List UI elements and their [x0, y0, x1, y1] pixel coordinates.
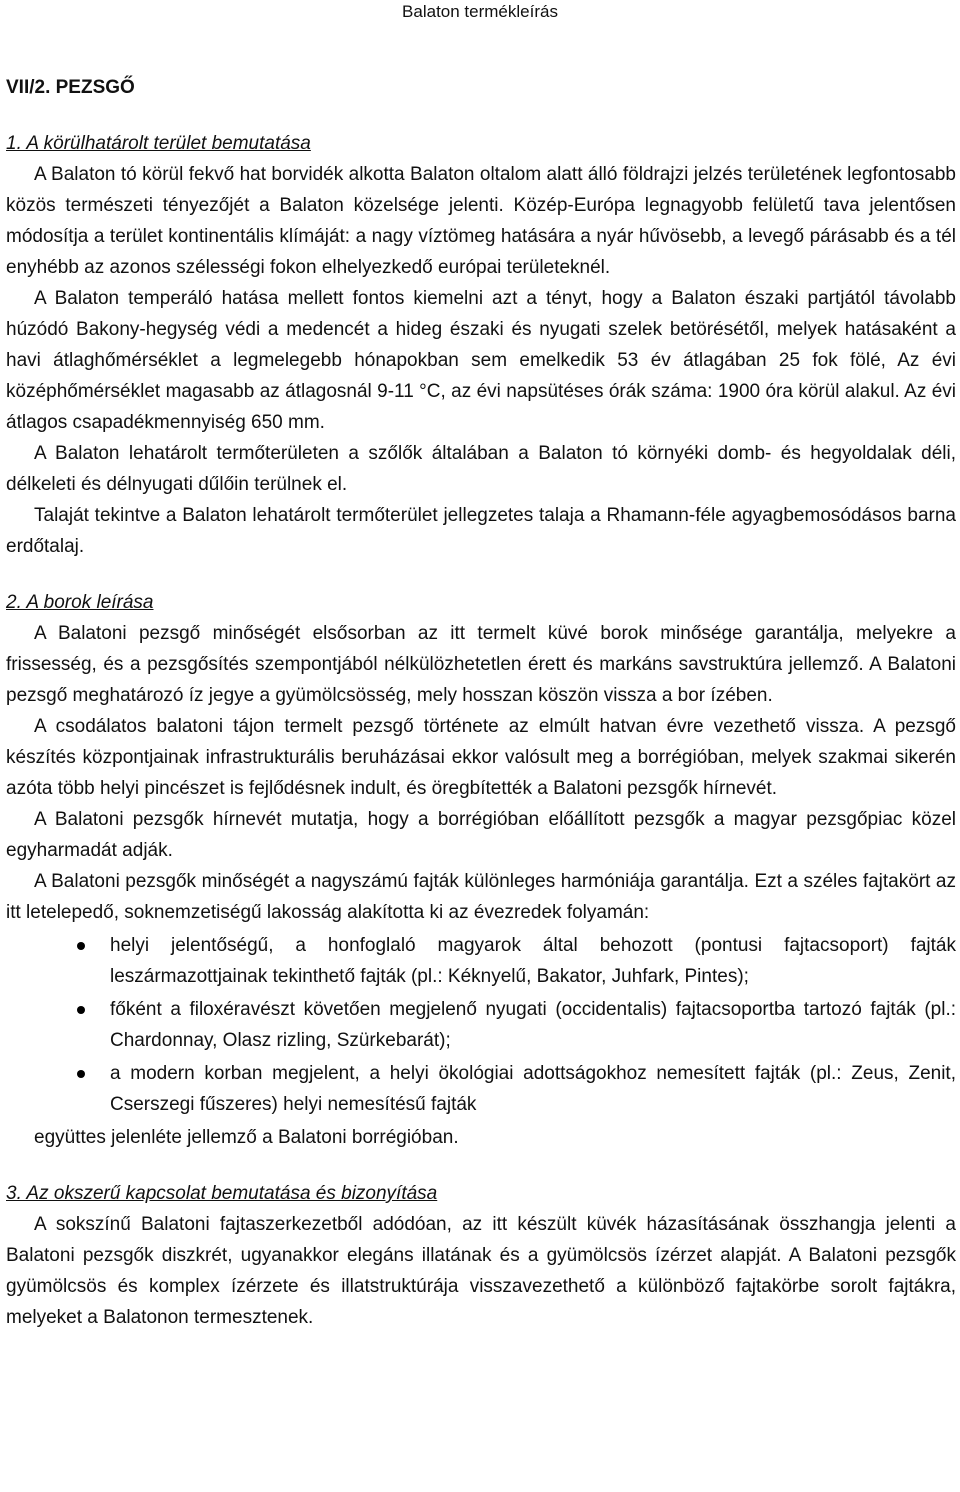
section-2-paragraph: A csodálatos balatoni tájon termelt pezsgő története az elmúlt hatvan évre vezethető vissza. A pezsgő készítés központjainak infrastrukturális beruházásai ekkor valósult meg a borrégióban, melyek szakmai sikerén azóta több helyi pincészet is fejlődésnek indult, és öregbítették a Balatoni pezsgők hírnevét.: [6, 716, 956, 799]
section-1-paragraph: A Balaton temperáló hatása mellett fontos kiemelni azt a tényt, hogy a Balaton északi partjától távolabb húzódó Bakony-hegység védi a medencét a hideg északi és nyugati szelek betörésétől, melyek hatásaként a havi átlaghőmérséklet a legmelegebb hónapokban sem emelkedik 53 év átlagában 25 fok fölé, Az évi középhőmérséklet magasabb az átlagosnál 9-11 °C, az évi napsütéses órák száma: 1900 óra körül alakul. Az évi átlagos csapadékmennyiség 650 mm.: [6, 288, 956, 433]
section-1-heading: 1. A körülhatárolt terület bemutatása: [6, 133, 311, 154]
list-item: [110, 1058, 956, 1120]
list-item: [110, 994, 956, 1056]
bullet-icon: [77, 1070, 85, 1078]
section-3-paragraph: A sokszínű Balatoni fajtaszerkezetből adódóan, az itt készült küvék házasításának összhangja jelenti a Balatoni pezsgők diszkrét, ugyanakkor elegáns illatának és a gyümölcsös ízérzet alapját. A Balatoni pezsgők gyümölcsös és komplex ízérzete és illatstruktúrája visszavezethető a különböző fajtakörbe sorolt fajtákra, melyeket a Balatonon termesztenek.: [6, 1214, 956, 1328]
document-title: VII/2. PEZSGŐ: [6, 77, 135, 98]
document-body: [6, 72, 956, 1333]
list-item: [110, 930, 956, 992]
section-2-paragraph: A Balatoni pezsgők minőségét a nagyszámú fajták különleges harmóniája garantálja. Ezt a széles fajtakört az itt letelepedő, soknemzetiségű lakosság alakította ki az évezredek folyamán:: [6, 871, 956, 923]
bullet-icon: [77, 1006, 85, 1014]
section-3-heading: 3. Az okszerű kapcsolat bemutatása és bizonyítása: [6, 1183, 438, 1204]
section-2-paragraph: A Balatoni pezsgők hírnevét mutatja, hogy a borrégióban előállított pezsgők a magyar pezsgőpiac közel egyharmadát adják.: [6, 809, 956, 861]
list-item-text: helyi jelentőségű, a honfoglaló magyarok által behozott (pontusi fajtacsoport) fajták leszármazottjainak tekinthető fajták (pl.: Kéknyelű, Bakator, Juhfark, Pintes);: [110, 935, 956, 987]
section-2-paragraph: A Balatoni pezsgő minőségét elsősorban az itt termelt küvé borok minősége garantálja, melyekre a frissesség, és a pezsgősítés szempontjából nélkülözhetetlen érett és markáns savstruktúra jellemző. A Balatoni pezsgő meghatározó íz jegye a gyümölcsösség, mely hosszan köszön vissza a bor ízében.: [6, 623, 956, 706]
list-item-text: a modern korban megjelent, a helyi ökológiai adottságokhoz nemesített fajták (pl.: Zeus, Zenit, Cserszegi fűszeres) helyi nemesítésű fajták: [110, 1063, 956, 1115]
section-1-paragraph: Talaját tekintve a Balaton lehatárolt termőterület jellegzetes talaja a Rhamann-féle agyagbemosódásos barna erdőtalaj.: [6, 505, 956, 557]
section-1-paragraph: A Balaton lehatárolt termőterületen a szőlők általában a Balaton tó környéki domb- és hegyoldalak déli, délkeleti és délnyugati dűlőin terülnek el.: [6, 443, 956, 495]
section-2-closing: együttes jelenléte jellemző a Balatoni borrégióban.: [34, 1127, 459, 1148]
list-item-text: főként a filoxéravészt követően megjelenő nyugati (occidentalis) fajtacsoportba tartozó fajták (pl.: Chardonnay, Olasz rizling, Szürkebarát);: [110, 999, 956, 1051]
section-1-paragraph: A Balaton tó körül fekvő hat borvidék alkotta Balaton oltalom alatt álló földrajzi jelzés területének legfontosabb közös természeti tényezőjét a Balaton közelsége jelenti. Közép-Európa legnagyobb felületű tava jelentősen módosítja a terület kontinentális klímáját: a nagy víztömeg hatására a nyár hűvösebb, a levegő párásabb és a tél enyhébb az azonos szélességi fokon elhelyezkedő európai területeknél.: [6, 164, 956, 278]
running-header: Balaton termékleírás: [402, 2, 558, 21]
bullet-icon: [77, 942, 85, 950]
variety-list: [6, 930, 956, 1120]
section-2-heading: 2. A borok leírása: [6, 592, 154, 613]
